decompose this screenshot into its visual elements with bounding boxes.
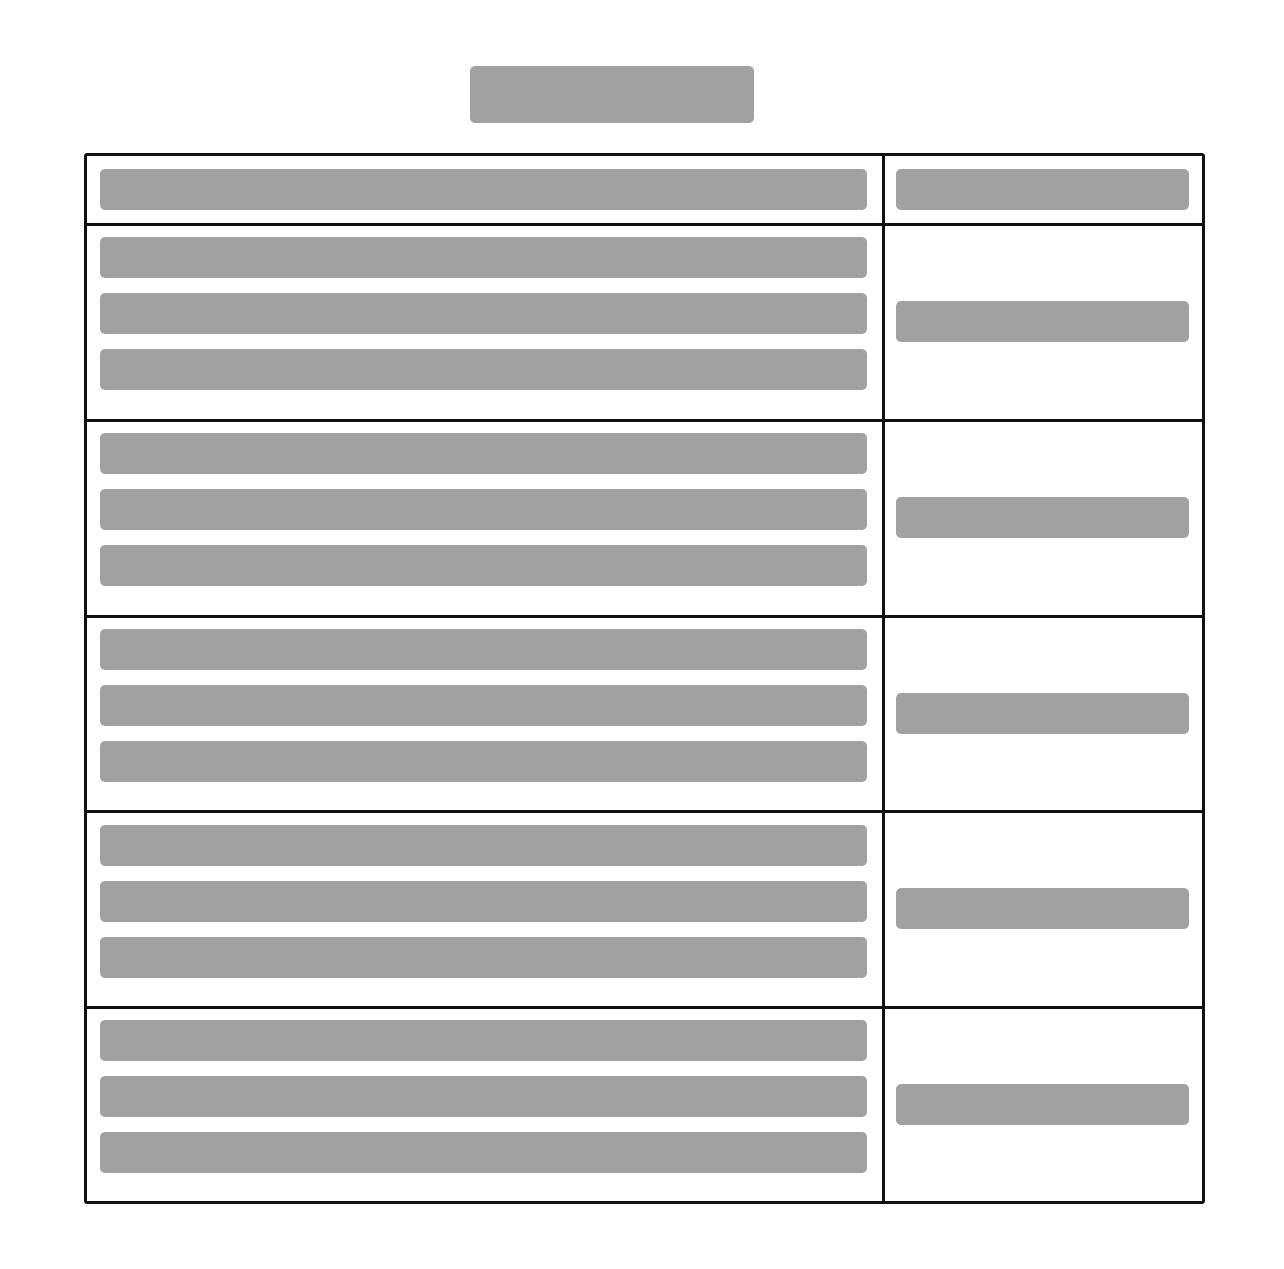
row-4-line-1 [100, 825, 867, 866]
row-4-right-cell [896, 888, 1189, 929]
row-divider [87, 1006, 1202, 1009]
row-divider [87, 615, 1202, 618]
row-5-line-1 [100, 1020, 867, 1061]
row-3-line-1 [100, 629, 867, 670]
row-5-line-2 [100, 1076, 867, 1117]
row-1-line-2 [100, 293, 867, 334]
row-4-line-3 [100, 937, 867, 978]
row-1-right-cell [896, 301, 1189, 342]
row-5-right-cell [896, 1084, 1189, 1125]
row-3-right-cell [896, 693, 1189, 734]
row-3-line-2 [100, 685, 867, 726]
header-cell-left [100, 169, 867, 210]
row-2-line-3 [100, 545, 867, 586]
row-3-line-3 [100, 741, 867, 782]
row-2-right-cell [896, 497, 1189, 538]
row-4-line-2 [100, 881, 867, 922]
column-divider [882, 156, 885, 1201]
page-title-placeholder [470, 66, 754, 123]
row-2-line-1 [100, 433, 867, 474]
row-5-line-3 [100, 1132, 867, 1173]
header-divider [87, 223, 1202, 226]
row-2-line-2 [100, 489, 867, 530]
header-cell-right [896, 169, 1189, 210]
data-table [84, 153, 1205, 1204]
row-1-line-1 [100, 237, 867, 278]
row-1-line-3 [100, 349, 867, 390]
row-divider [87, 810, 1202, 813]
row-divider [87, 419, 1202, 422]
